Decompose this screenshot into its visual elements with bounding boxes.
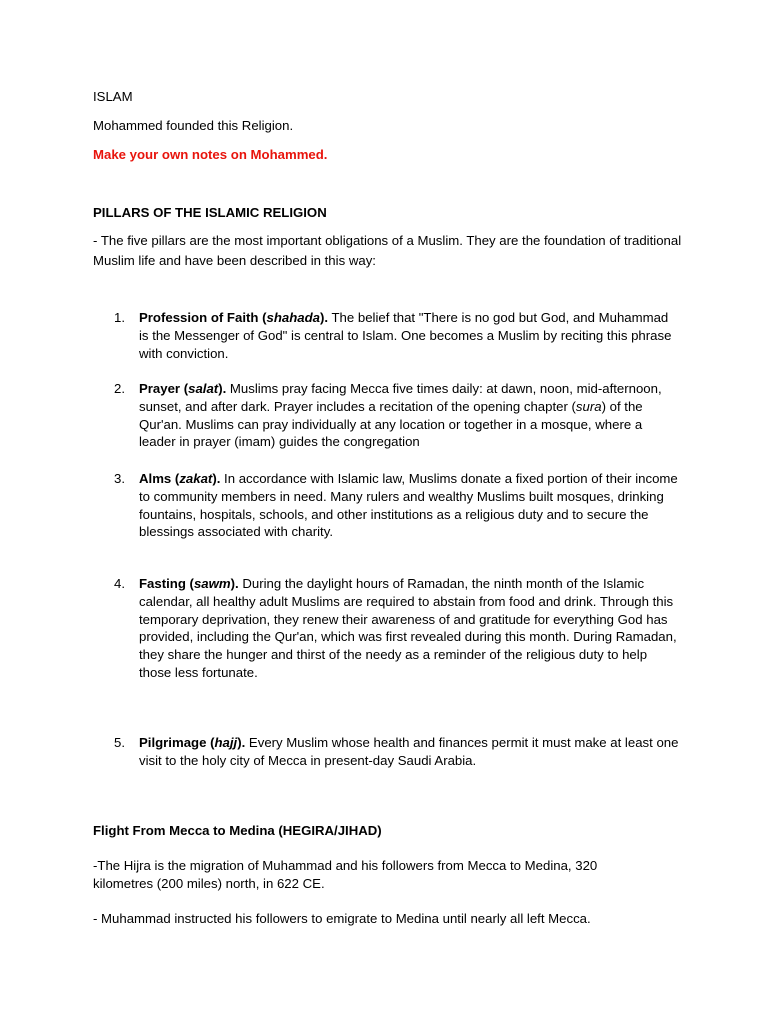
flight-paragraph: - Muhammad instructed his followers to emigrate to Medina until nearly all left Mecca. — [93, 911, 591, 926]
pillar-text — [139, 470, 679, 541]
pillars-heading: PILLARS OF THE ISLAMIC RELIGION — [93, 205, 327, 220]
pillar-number: 5. — [114, 735, 125, 750]
pillar-number: 4. — [114, 576, 125, 591]
notes-instruction: Make your own notes on Mohammed. — [93, 147, 328, 162]
pillar-term: sawm — [193, 576, 231, 591]
founded-line: Mohammed founded this Religion. — [93, 118, 294, 133]
pillar-title: Profession of Faith (shahada). — [139, 310, 329, 325]
pillar-term: zakat — [179, 471, 213, 486]
pillar-term: hajj — [214, 735, 238, 750]
pillar-number: 2. — [114, 381, 125, 396]
pillar-text — [139, 575, 679, 682]
pillar-body: In accordance with Islamic law, Muslims donate a fixed portion of their income to community members in need. Many rulers and wealthy Muslims built mosques, drinking fountains, hospitals, schools, and other institutions as a religious duty and to secure the blessings associated with charity. — [139, 471, 678, 540]
pillar-body: Muslims pray facing Mecca five times daily: at dawn, noon, mid-afternoon, sunset, and after dark. Prayer includes a recitation of the opening chapter ( — [139, 381, 662, 414]
doc-title: ISLAM — [93, 89, 133, 104]
flight-heading: Flight From Mecca to Medina (HEGIRA/JIHAD) — [93, 823, 382, 838]
pillar-body: Every Muslim whose health and finances permit it must make at least one visit to the holy city of Mecca in present-day Saudi Arabia. — [139, 735, 679, 768]
pillar-text — [139, 380, 679, 451]
pillar-term: shahada — [266, 310, 320, 325]
pillar-body: The belief that "There is no god but God, and Muhammad is the Messenger of God" is central to Islam. One becomes a Muslim by reciting this phrase with conviction. — [139, 310, 672, 361]
pillar-title: Fasting (sawm). — [139, 576, 239, 591]
pillar-body-term: sura — [575, 398, 602, 414]
pillar-body: During the daylight hours of Ramadan, the ninth month of the Islamic calendar, all healthy adult Muslims are required to abstain from food and drink. Through this temporary deprivation, they renew their awareness of and gratitude for everything God has provided, including the Qur'an, which was first revealed during this month. During Ramadan, they share the hunger and thirst of the needy as a reminder of the religious duty to help those less fortunate. — [139, 576, 677, 680]
pillar-title: Alms (zakat). — [139, 471, 221, 486]
pillar-title: Pilgrimage (hajj). — [139, 735, 246, 750]
pillar-title: Prayer (salat). — [139, 381, 227, 396]
pillar-number: 1. — [114, 310, 125, 325]
pillars-intro: - The five pillars are the most important obligations of a Muslim. They are the foundation of traditional Muslim life and have been described in this way: — [93, 233, 682, 268]
pillar-number: 3. — [114, 471, 125, 486]
pillar-text — [139, 734, 679, 770]
pillar-term: salat — [188, 381, 219, 396]
pillar-text — [139, 309, 679, 362]
pillar-body: ) of the Qur'an. Muslims can pray individually at any location or together in a mosque, where a leader in prayer (imam) guides the congregation — [139, 398, 643, 450]
flight-paragraph: -The Hijra is the migration of Muhammad and his followers from Mecca to Medina, 320 kilometres (200 miles) north, in 622 CE. — [93, 858, 598, 891]
